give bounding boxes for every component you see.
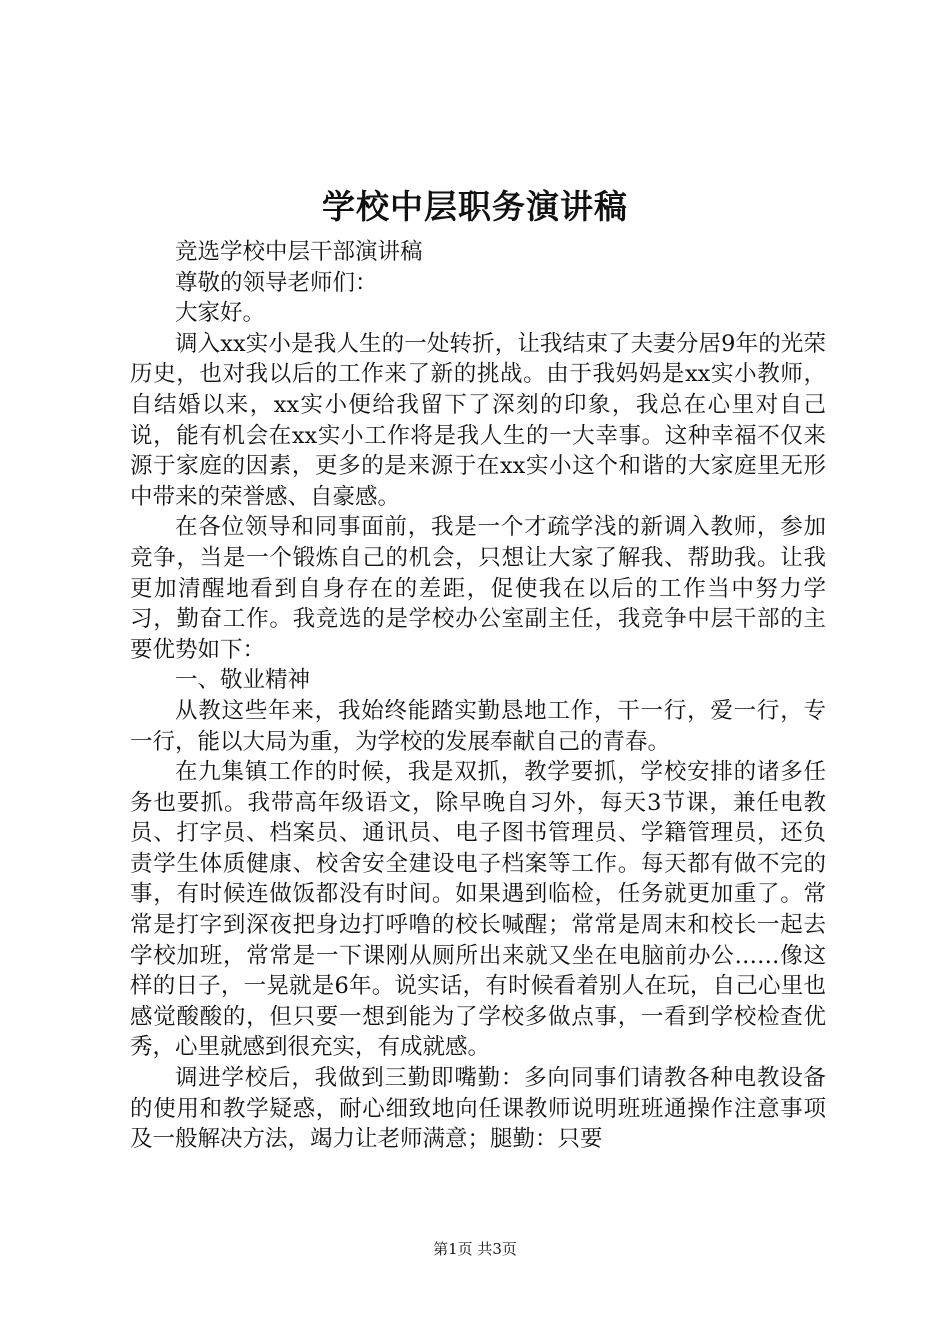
document-body bbox=[130, 237, 826, 1155]
page-footer: 第1页 共3页 bbox=[433, 1240, 517, 1258]
paragraph: 调入xx实小是我人生的一处转折，让我结束了夫妻分居9年的光荣历史，也对我以后的工作来了新的挑战。由于我妈妈是xx实小教师，自结婚以来，xx实小便给我留下了深刻的印象，我总在心里对自己说，能有机会在xx实小工作将是我人生的一大幸事。这种幸福不仅来源于家庭的因素，更多的是来源于在xx实小这个和谐的大家庭里无形中带来的荣誉感、自豪感。 bbox=[130, 330, 826, 510]
paragraph: 在各位领导和同事面前，我是一个才疏学浅的新调入教师，参加竞争，当是一个锻炼自己的机会，只想让大家了解我、帮助我。让我更加清醒地看到自身存在的差距，促使我在以后的工作当中努力学习，勤奋工作。我竞选的是学校办公室副主任，我竞争中层干部的主要优势如下： bbox=[130, 514, 826, 663]
paragraph: 从教这些年来，我始终能踏实勤恳地工作，干一行，爱一行，专一行，能以大局为重，为学校的发展奉献自己的青春。 bbox=[130, 697, 826, 755]
section-heading: 一、敬业精神 bbox=[175, 667, 311, 694]
paragraph-subtitle: 竞选学校中层干部演讲稿 bbox=[175, 239, 423, 265]
paragraph: 在九集镇工作的时候，我是双抓，教学要抓，学校安排的诸多任务也要抓。我带高年级语文，除早晚自习外，每天3节课，兼任电教员、打字员、档案员、通讯员、电子图书管理员、学籍管理员，还负责学生体质健康、校舍安全建设电子档案等工作。每天都有做不完的事，有时候连做饭都没有时间。如果遇到临检，任务就更加重了。常常是打字到深夜把身边打呼噜的校长喊醒；常常是周末和校长一起去学校加班，常常是一下课刚从厕所出来就又坐在电脑前办公……像这样的日子，一晃就是6年。说实话，有时候看着别人在玩，自己心里也感觉酸酸的，但只要一想到能为了学校多做点事，一看到学校检查优秀，心里就感到很充实，有成就感。 bbox=[130, 759, 826, 1061]
document-title: 学校中层职务演讲稿 bbox=[322, 187, 628, 226]
paragraph: 调进学校后，我做到三勤即嘴勤：多向同事们请教各种电教设备的使用和教学疑惑，耐心细致地向任课教师说明班班通操作注意事项及一般解决方法，竭力让老师满意；腿勤：只要 bbox=[130, 1065, 826, 1153]
paragraph-salutation: 尊敬的领导老师们： bbox=[175, 269, 378, 296]
paragraph-greeting: 大家好。 bbox=[175, 300, 266, 327]
